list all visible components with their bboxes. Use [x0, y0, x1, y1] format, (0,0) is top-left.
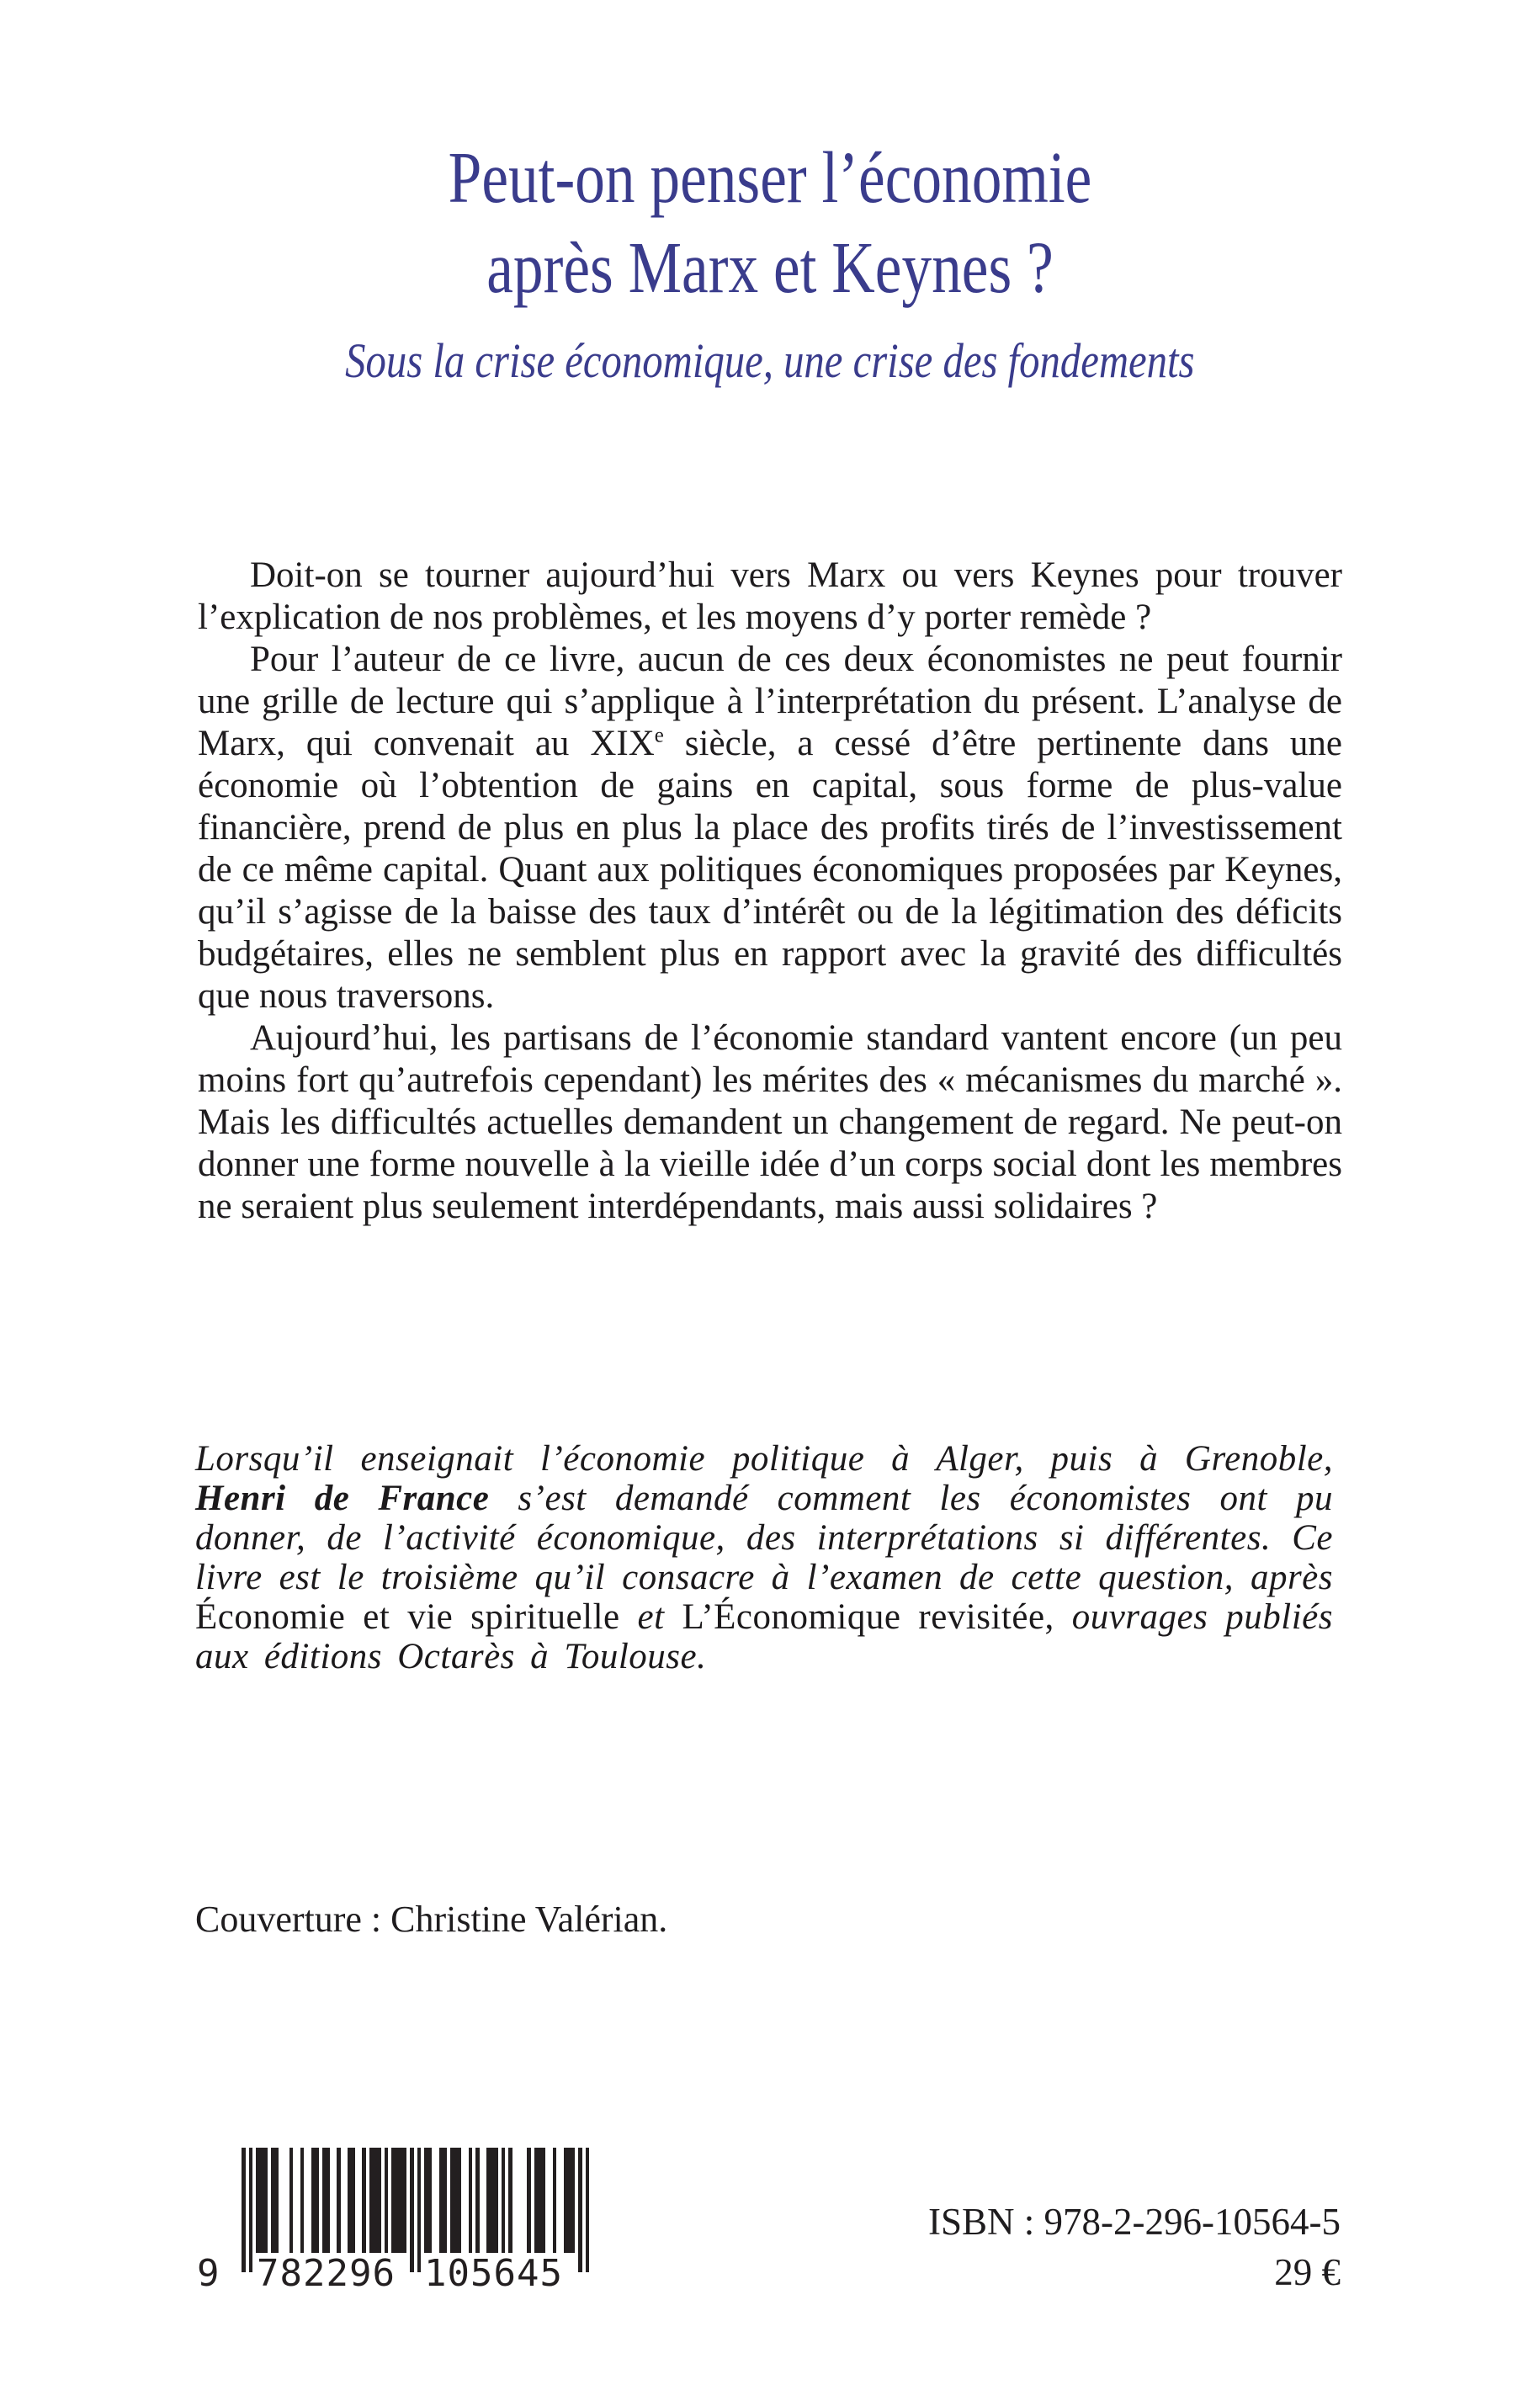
synopsis-paragraph-2	[198, 639, 1342, 1017]
synopsis-paragraph-3	[198, 1017, 1342, 1228]
text-segment: Doit-on se tourner aujourd’hui vers Marx ou vers Keynes pour trouver l’explication de nos problèmes, et les moyens d’y porter remède ?	[198, 555, 1342, 637]
book-title-line-2: après Marx et Keynes ?	[486, 226, 1054, 308]
barcode-bar	[417, 2148, 422, 2272]
book-subtitle-text: Sous la crise économique, une crise des fondements	[345, 333, 1195, 388]
barcode-bar	[263, 2148, 268, 2253]
barcode-bar	[502, 2148, 506, 2253]
barcode-bar	[289, 2148, 294, 2253]
price-text: 29 €	[1274, 2251, 1341, 2293]
barcode-prefix-digit: 9	[197, 2252, 220, 2295]
barcode-bar	[508, 2148, 512, 2253]
book-title-line-1: Peut-on penser l’économie	[448, 136, 1092, 218]
barcode-bar	[410, 2148, 414, 2272]
barcode-bar	[402, 2148, 406, 2253]
barcode-bar	[377, 2148, 381, 2253]
barcode-bar	[527, 2148, 531, 2253]
barcode-bar	[242, 2148, 246, 2272]
book-subtitle	[0, 332, 1540, 390]
text-segment: ouvrages publiés aux éditions Octarès à Toulouse.	[195, 1597, 1333, 1676]
barcode-bar	[553, 2148, 557, 2253]
synopsis-paragraph-1	[198, 555, 1342, 639]
barcode-bar	[475, 2148, 480, 2253]
book-title	[0, 132, 1540, 312]
text-segment: L’Économique revisitée,	[682, 1597, 1054, 1637]
barcode-bar	[385, 2148, 389, 2253]
barcode-bar	[274, 2148, 279, 2253]
text-segment: et	[619, 1597, 682, 1637]
barcode-bar	[362, 2148, 366, 2253]
barcode-bar	[541, 2148, 545, 2253]
author-bio	[195, 1439, 1333, 1676]
barcode-left-digits: 782296	[257, 2252, 396, 2295]
barcode-bar	[337, 2148, 341, 2253]
barcode-bar	[315, 2148, 319, 2253]
synopsis	[198, 555, 1342, 1228]
barcode-bar	[428, 2148, 433, 2253]
text-segment: e	[654, 724, 664, 747]
text-segment: Économie et vie spirituelle	[195, 1597, 620, 1637]
barcode-bar	[249, 2148, 253, 2272]
text-segment: siècle, a cessé d’être pertinente dans une économie où l’obtention de gains en capital, sous forme de plus-value financière, prend de plus en plus la place des profits tirés de l’investissement de ce même capital. Quant aux politiques économiques proposées par Keynes, qu’il s’agisse de la baisse des taux d’intérêt ou de la légitimation des déficits budgétaires, elles ne semblent plus en rapport avec la gravité des difficultés que nous traversons.	[198, 724, 1342, 1016]
barcode-bar	[578, 2148, 582, 2272]
barcode-bar	[443, 2148, 447, 2253]
text-segment: Henri de France	[195, 1479, 490, 1518]
barcode-right-digits: 105645	[424, 2252, 563, 2295]
barcode-bar	[571, 2148, 575, 2253]
barcode-bar	[457, 2148, 461, 2253]
cover-credit: Couverture : Christine Valérian.	[195, 1899, 668, 1940]
text-segment: Lorsqu’il enseignait l’économie politique à Alger, puis à Grenoble,	[195, 1439, 1333, 1479]
barcode-bar	[300, 2148, 305, 2253]
barcode-bar	[326, 2148, 330, 2253]
text-segment: Aujourd’hui, les partisans de l’économie standard vantent encore (un peu moins fort qu’autrefois cependant) les mérites des « mécanismes du marché ». Mais les difficultés actuelles demandent un changement de regard. Ne peut-on donner une forme nouvelle à la vieille idée d’un corps social dont les membres ne seraient plus seulement interdépendants, mais aussi solidaires ?	[198, 1018, 1342, 1226]
isbn-text: ISBN : 978-2-296-10564-5	[928, 2201, 1341, 2243]
text-segment: s’est demandé comment les économistes ont pu donner, de l’activité économique, des interprétations si différentes. Ce livre est le troisième qu’il consacre à l’examen de cette question, après	[195, 1479, 1333, 1597]
barcode-bar	[494, 2148, 498, 2253]
text-segment: Pour l’auteur de ce livre, aucun de ces deux économistes ne peut fournir une grille de lecture qui s’applique à l’interprétation du présent. L’analyse de Marx, qui convenait au XIX	[198, 640, 1342, 763]
barcode-bar	[351, 2148, 355, 2253]
barcode-bar	[586, 2148, 590, 2272]
barcode-bar	[469, 2148, 473, 2253]
